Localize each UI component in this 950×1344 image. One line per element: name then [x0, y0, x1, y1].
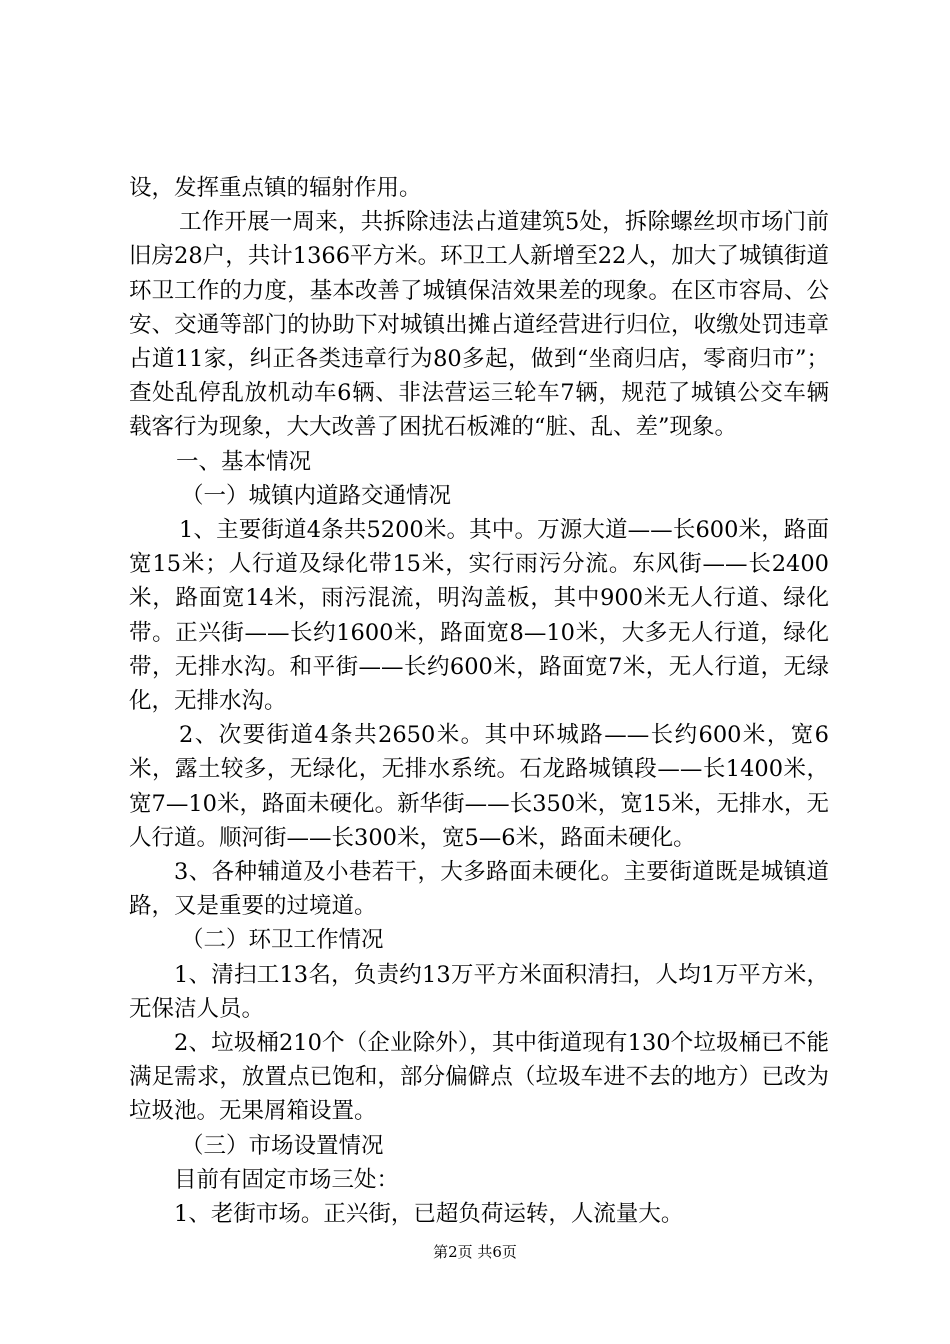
paragraph-main-streets: 1、主要街道4条共5200米。其中。万源大道——长600米，路面宽15米；人行道及绿化带15米，实行雨污分流。东风街——长2400米，路面宽14米，雨污混流，明沟盖板，其中900米无人行道、绿化带。正兴街——长约1600米，路面宽8—10米，大多无人行道，绿化带，无排水沟。和平街——长约600米，路面宽7米，无人行道，无绿化，无排水沟。: [129, 517, 829, 715]
subsection-heading-sanitation: （二）环卫工作情况: [181, 927, 384, 954]
paragraph-old-street-market: 1、老街市场。正兴街，已超负荷运转，人流量大。: [174, 1201, 684, 1228]
paragraph-work-summary: 工作开展一周来，共拆除违法占道建筑5处，拆除螺丝坝市场门前旧房28户，共计1366平方米。环卫工人新增至22人，加大了城镇街道环卫工作的力度，基本改善了城镇保洁效果差的现象。在区市容局、公安、交通等部门的协助下对城镇出摊占道经营进行归位，收缴处罚违章占道11家，纠正各类违章行为80多起，做到“坐商归店，零商归市”；查处乱停乱放机动车6辆、非法营运三轮车7辆，规范了城镇公交车辆载客行为现象，大大改善了困扰石板滩的“脏、乱、差”现象。: [129, 209, 829, 441]
paragraph-continuation: 设，发挥重点镇的辐射作用。: [129, 175, 422, 201]
paragraph-secondary-streets: 2、次要街道4条共2650米。其中环城路——长约600米，宽6米，露土较多，无绿化，无排水系统。石龙路城镇段——长1400米，宽7—10米，路面未硬化。新华街——长350米，宽15米，无排水，无人行道。顺河街——长300米，宽5—6米，路面未硬化。: [129, 722, 829, 851]
document-body: [129, 171, 829, 1231]
paragraph-trash-bins: 2、垃圾桶210个（企业除外），其中街道现有130个垃圾桶已不能满足需求，放置点已饱和，部分偏僻点（垃圾车进不去的地方）已改为垃圾池。无果屑箱设置。: [129, 1030, 829, 1125]
paragraph-fixed-markets: 目前有固定市场三处：: [174, 1166, 400, 1193]
page-number-footer: 第2页 共6页: [433, 1243, 517, 1261]
paragraph-auxiliary-roads: 3、各种辅道及小巷若干，大多路面未硬化。主要街道既是城镇道路，又是重要的过境道。: [129, 859, 829, 920]
section-heading-basic-situation: 一、基本情况: [176, 448, 312, 475]
subsection-heading-markets: （三）市场设置情况: [181, 1132, 384, 1159]
paragraph-cleaners: 1、清扫工13名，负责约13万平方米面积清扫，人均1万平方米，无保洁人员。: [129, 961, 829, 1022]
subsection-heading-roads: （一）城镇内道路交通情况: [181, 482, 452, 509]
